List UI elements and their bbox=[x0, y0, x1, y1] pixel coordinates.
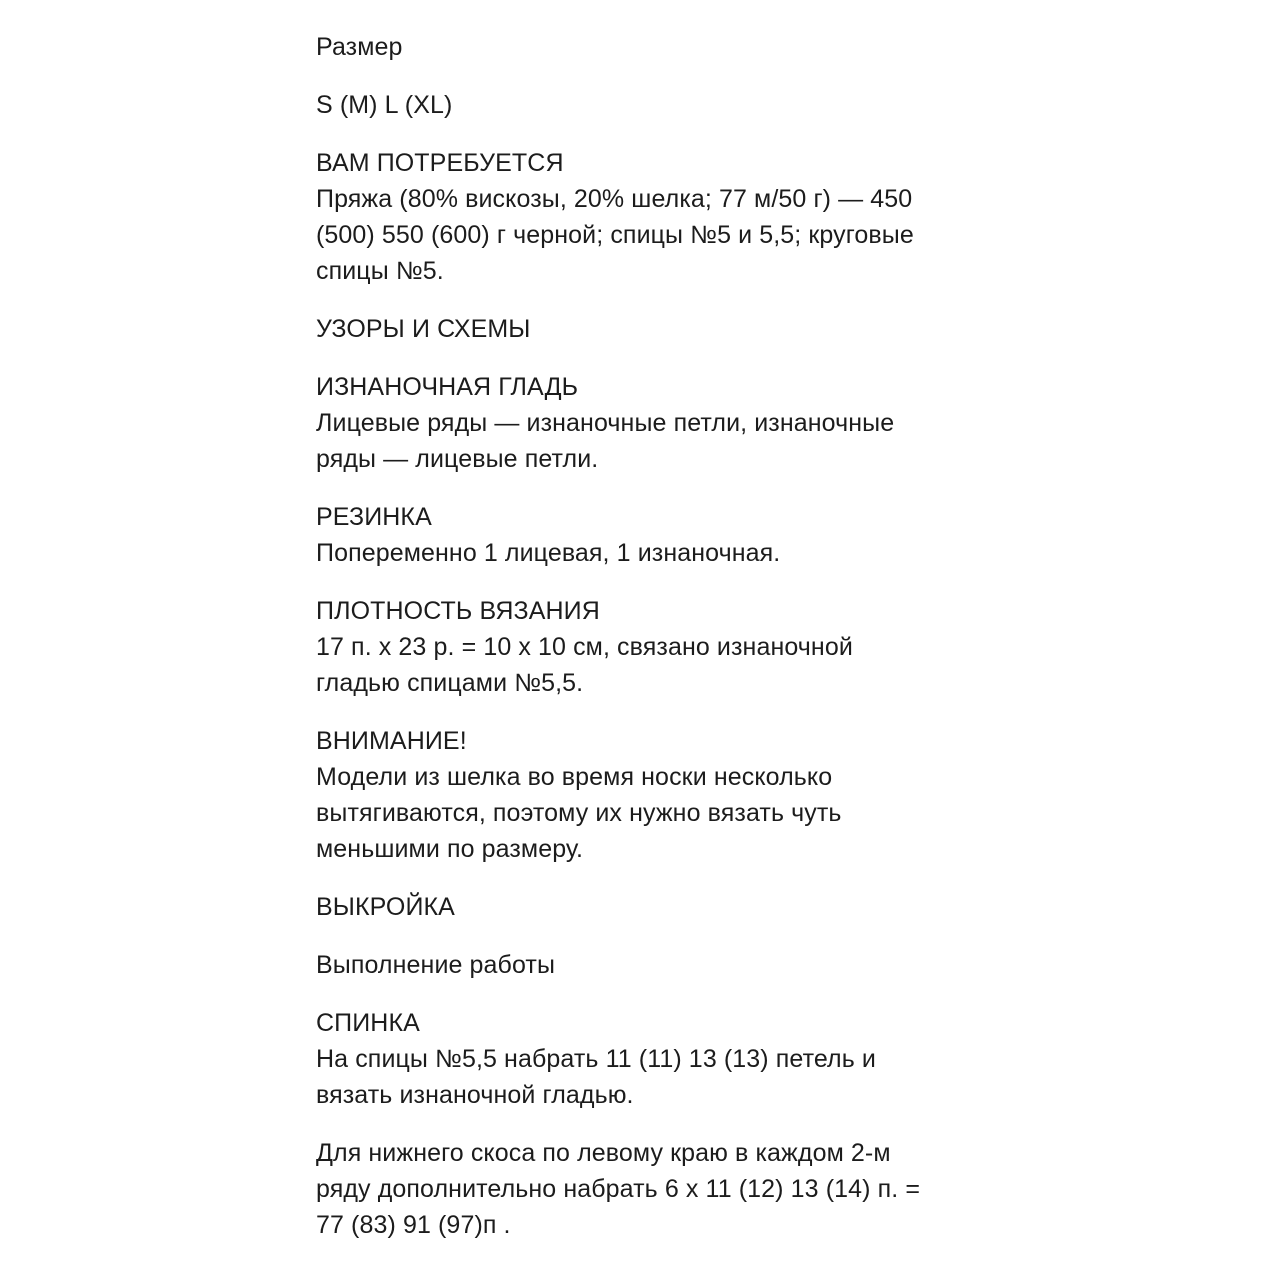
rib-text: Попеременно 1 лицевая, 1 изнаночная. bbox=[316, 539, 781, 567]
section-lower-bevel bbox=[316, 1135, 1016, 1243]
back-heading: СПИНКА bbox=[316, 1009, 420, 1037]
materials-text: Пряжа (80% вискозы, 20% шелка; 77 м/50 г) — 450 (500) 550 (600) г черной; спицы №5 и 5,5; круговые спицы №5. bbox=[316, 185, 914, 285]
document-text bbox=[316, 29, 1016, 1265]
attention-heading: ВНИМАНИЕ! bbox=[316, 727, 467, 755]
reverse-stockinette-text: Лицевые ряды — изнаночные петли, изнаночные ряды — лицевые петли. bbox=[316, 409, 895, 473]
materials-heading: ВАМ ПОТРЕБУЕТСЯ bbox=[316, 149, 564, 177]
section-reverse-stockinette bbox=[316, 369, 1016, 477]
size-label: Размер bbox=[316, 33, 403, 61]
lower-bevel-text: Для нижнего скоса по левому краю в каждом 2-м ряду дополнительно набрать 6 х 11 (12) 13 (14) п. = 77 (83) 91 (97)п . bbox=[316, 1139, 921, 1239]
section-pattern-schematic bbox=[316, 889, 1016, 925]
section-instructions bbox=[316, 947, 1016, 983]
instructions-heading: Выполнение работы bbox=[316, 951, 556, 979]
section-back bbox=[316, 1005, 1016, 1113]
size-values: S (M) L (XL) bbox=[316, 91, 453, 119]
section-size-label bbox=[316, 29, 1016, 65]
section-attention bbox=[316, 723, 1016, 867]
section-sizes bbox=[316, 87, 1016, 123]
reverse-stockinette-heading: ИЗНАНОЧНАЯ ГЛАДЬ bbox=[316, 373, 579, 401]
patterns-heading: УЗОРЫ И СХЕМЫ bbox=[316, 315, 531, 343]
section-gauge bbox=[316, 593, 1016, 701]
rib-heading: РЕЗИНКА bbox=[316, 503, 432, 531]
section-materials bbox=[316, 145, 1016, 289]
section-rib bbox=[316, 499, 1016, 571]
section-patterns bbox=[316, 311, 1016, 347]
schematic-heading: ВЫКРОЙКА bbox=[316, 893, 455, 921]
attention-text: Модели из шелка во время носки несколько вытягиваются, поэтому их нужно вязать чуть меньшими по размеру. bbox=[316, 763, 842, 863]
gauge-heading: ПЛОТНОСТЬ ВЯЗАНИЯ bbox=[316, 597, 600, 625]
back-text: На спицы №5,5 набрать 11 (11) 13 (13) петель и вязать изнаночной гладью. bbox=[316, 1045, 876, 1109]
gauge-text: 17 п. х 23 р. = 10 х 10 см, связано изнаночной гладью спицами №5,5. bbox=[316, 633, 853, 697]
